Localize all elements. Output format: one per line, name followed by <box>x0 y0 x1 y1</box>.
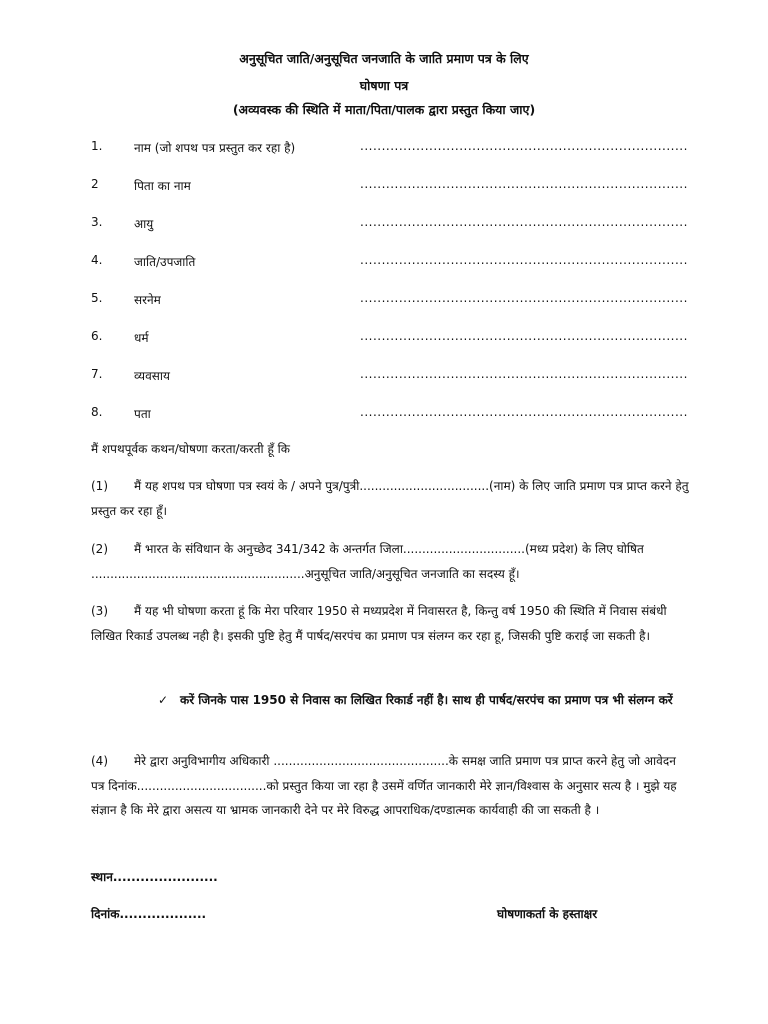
form-instruction: (अव्यवस्क की स्थिति में माता/पिता/पालक द्वारा प्रस्तुत किया जाए) <box>232 102 536 117</box>
paragraph-1 <box>91 474 691 523</box>
field-age <box>0 215 768 235</box>
field-label: व्यवसाय <box>134 369 170 383</box>
paragraph-text: मैं यह शपथ पत्र घोषणा पत्र स्वयं के / अपने पुत्र/पुत्री..................................(नाम) के लिए जाति प्रमाण पत्र प्राप्त करने हेतु प्रस्तुत कर रहा हूँ। <box>91 479 689 518</box>
field-label: धर्म <box>134 331 149 345</box>
field-blank: ............................................................................ <box>360 253 688 267</box>
paragraph-number: (4) <box>91 754 108 768</box>
field-occupation <box>0 367 768 387</box>
field-blank: ............................................................................ <box>360 405 688 419</box>
date-field: दिनांक................... <box>91 907 207 921</box>
paragraph-2 <box>91 537 691 586</box>
paragraph-number: (1) <box>91 479 108 493</box>
check-icon: ✓ <box>158 693 169 707</box>
field-number: 6. <box>91 329 103 343</box>
paragraph-text: मैं भारत के संविधान के अनुच्छेद 341/342 के अन्तर्गत जिला................................(मध्य प्रदेश) के लिए घोषित ........................................................अनुसूचित जाति/अनुसूचित जनजाति का सदस्य हूँ। <box>91 542 644 581</box>
field-number: 4. <box>91 253 103 267</box>
field-number: 5. <box>91 291 103 305</box>
field-number: 7. <box>91 367 103 381</box>
field-surname <box>0 291 768 311</box>
paragraph-text: मैं यह भी घोषणा करता हूं कि मेरा परिवार 1950 से मध्यप्रदेश में निवासरत है, किन्तु वर्ष 1950 की स्थिति में निवास संबंधी लिखित रिकार्ड उपलब्ध नही है। इसकी पुष्टि हेतु मैं पार्षद/सरपंच का प्रमाण पत्र संलग्न कर रहा हू, जिसकी पुष्टि कराई जा सकती है। <box>91 604 667 643</box>
field-address <box>0 405 768 425</box>
field-blank: ............................................................................ <box>360 139 688 153</box>
note-bullet <box>158 688 698 712</box>
field-number: 8. <box>91 405 103 419</box>
paragraph-number: (3) <box>91 604 108 618</box>
field-father-name <box>0 177 768 197</box>
field-religion <box>0 329 768 349</box>
field-label: आयु <box>134 217 154 231</box>
field-blank: ............................................................................ <box>360 329 688 343</box>
field-blank: ............................................................................ <box>360 177 688 191</box>
paragraph-text: मेरे द्वारा अनुविभागीय अधिकारी ..............................................के समक्ष जाति प्रमाण पत्र प्राप्त करने हेतु जो आवेदन पत्र दिनांक..................................को प्रस्तुत किया जा रहा है उसमें वर्णित जानकारी मेरे ज्ञान/विश्वास के अनुसार सत्य है । मुझे यह संज्ञान है कि मेरे द्वारा असत्य या भ्रामक जानकारी देने पर मेरे विरुद्ध आपराधिक/दण्डात्मक कार्यवाही की जा सकती है । <box>91 754 677 817</box>
field-label: सरनेम <box>134 293 161 307</box>
form-title: अनुसूचित जाति/अनुसूचित जनजाति के जाति प्रमाण पत्र के लिए <box>239 51 529 66</box>
field-label: जाति/उपजाति <box>134 255 196 269</box>
field-blank: ............................................................................ <box>360 215 688 229</box>
field-blank: ............................................................................ <box>360 367 688 381</box>
signature-label: घोषणाकर्ता के हस्ताक्षर <box>497 907 598 921</box>
field-label: पिता का नाम <box>134 179 191 193</box>
place-field: स्थान....................... <box>91 870 218 884</box>
note-text: करें जिनके पास 1950 से निवास का लिखित रिकार्ड नहीं है। साथ ही पार्षद/सरपंच का प्रमाण पत्र भी संलग्न करें <box>180 693 673 707</box>
field-number: 1. <box>91 139 103 153</box>
form-subtitle: घोषणा पत्र <box>359 78 409 93</box>
field-caste <box>0 253 768 273</box>
paragraph-4 <box>91 749 691 823</box>
field-blank: ............................................................................ <box>360 291 688 305</box>
field-label: पता <box>134 407 151 421</box>
field-number: 2 <box>91 177 99 191</box>
field-name <box>0 139 768 159</box>
paragraph-number: (2) <box>91 542 108 556</box>
field-number: 3. <box>91 215 103 229</box>
field-label: नाम (जो शपथ पत्र प्रस्तुत कर रहा है) <box>134 141 296 155</box>
declaration-statement: मैं शपथपूर्वक कथन/घोषणा करता/करती हूँ कि <box>91 442 290 456</box>
paragraph-3 <box>91 599 691 648</box>
